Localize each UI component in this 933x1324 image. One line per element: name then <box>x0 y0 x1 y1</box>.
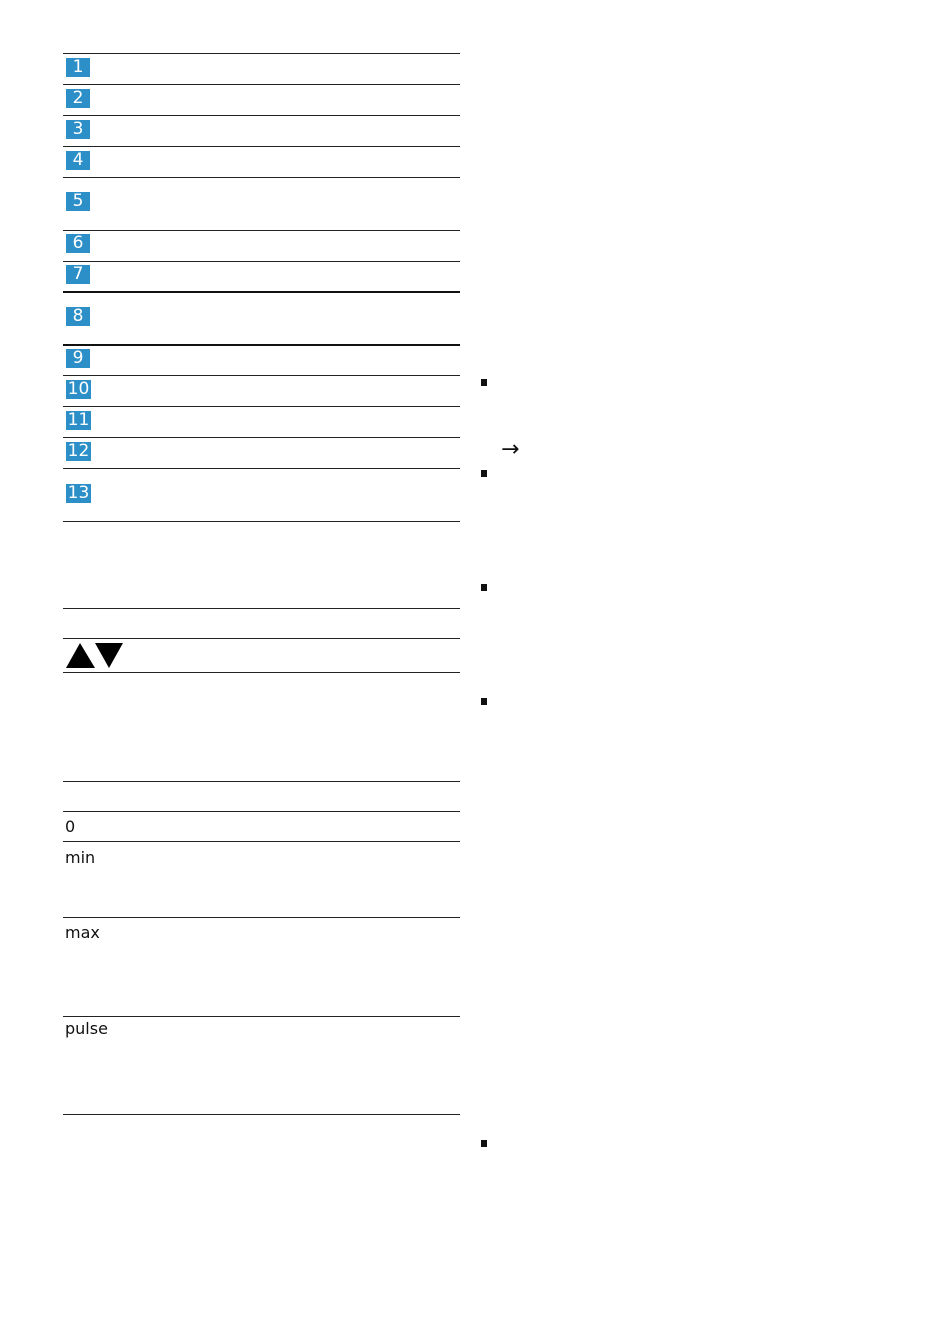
table-rule <box>63 230 460 231</box>
item-badge-1: 1 <box>66 58 90 77</box>
item-badge-2: 2 <box>66 89 90 108</box>
setting-label-max: max <box>65 923 100 942</box>
up-down-triangles-icon <box>66 642 124 669</box>
item-badge-11: 11 <box>67 410 90 430</box>
square-bullet-icon <box>481 698 487 705</box>
square-bullet-icon <box>481 470 487 477</box>
setting-label-pulse: pulse <box>65 1019 108 1038</box>
item-badge-9: 9 <box>66 349 90 368</box>
table-rule <box>63 672 460 673</box>
square-bullet-icon <box>481 584 487 591</box>
table-rule <box>63 177 460 178</box>
table-rule <box>63 291 460 293</box>
item-badge-8: 8 <box>66 307 90 326</box>
table-rule <box>63 375 460 376</box>
setting-label-zero: 0 <box>65 817 76 836</box>
square-bullet-icon <box>481 379 487 386</box>
item-badge-5: 5 <box>66 192 90 211</box>
table-rule <box>63 781 460 782</box>
right-arrow-icon: → <box>501 437 520 462</box>
item-badge-6: 6 <box>66 234 90 253</box>
table-rule <box>63 437 460 438</box>
table-rule <box>63 53 460 54</box>
item-badge-7: 7 <box>66 265 90 284</box>
square-bullet-icon <box>481 1140 487 1147</box>
table-rule <box>63 1114 460 1115</box>
table-rule <box>63 608 460 609</box>
table-rule <box>63 406 460 407</box>
table-rule <box>63 146 460 147</box>
table-rule <box>63 811 460 812</box>
table-rule <box>63 841 460 842</box>
setting-label-min: min <box>65 848 96 867</box>
table-rule <box>63 115 460 116</box>
table-rule <box>63 261 460 262</box>
item-badge-3: 3 <box>66 120 90 139</box>
item-badge-13: 13 <box>67 483 90 503</box>
table-rule <box>63 468 460 469</box>
table-rule <box>63 521 460 522</box>
item-badge-10: 10 <box>67 379 90 399</box>
item-badge-12: 12 <box>67 441 90 461</box>
table-rule <box>63 344 460 346</box>
item-badge-4: 4 <box>66 151 90 170</box>
table-rule <box>63 84 460 85</box>
table-rule <box>63 638 460 639</box>
table-rule <box>63 917 460 918</box>
table-rule <box>63 1016 460 1017</box>
